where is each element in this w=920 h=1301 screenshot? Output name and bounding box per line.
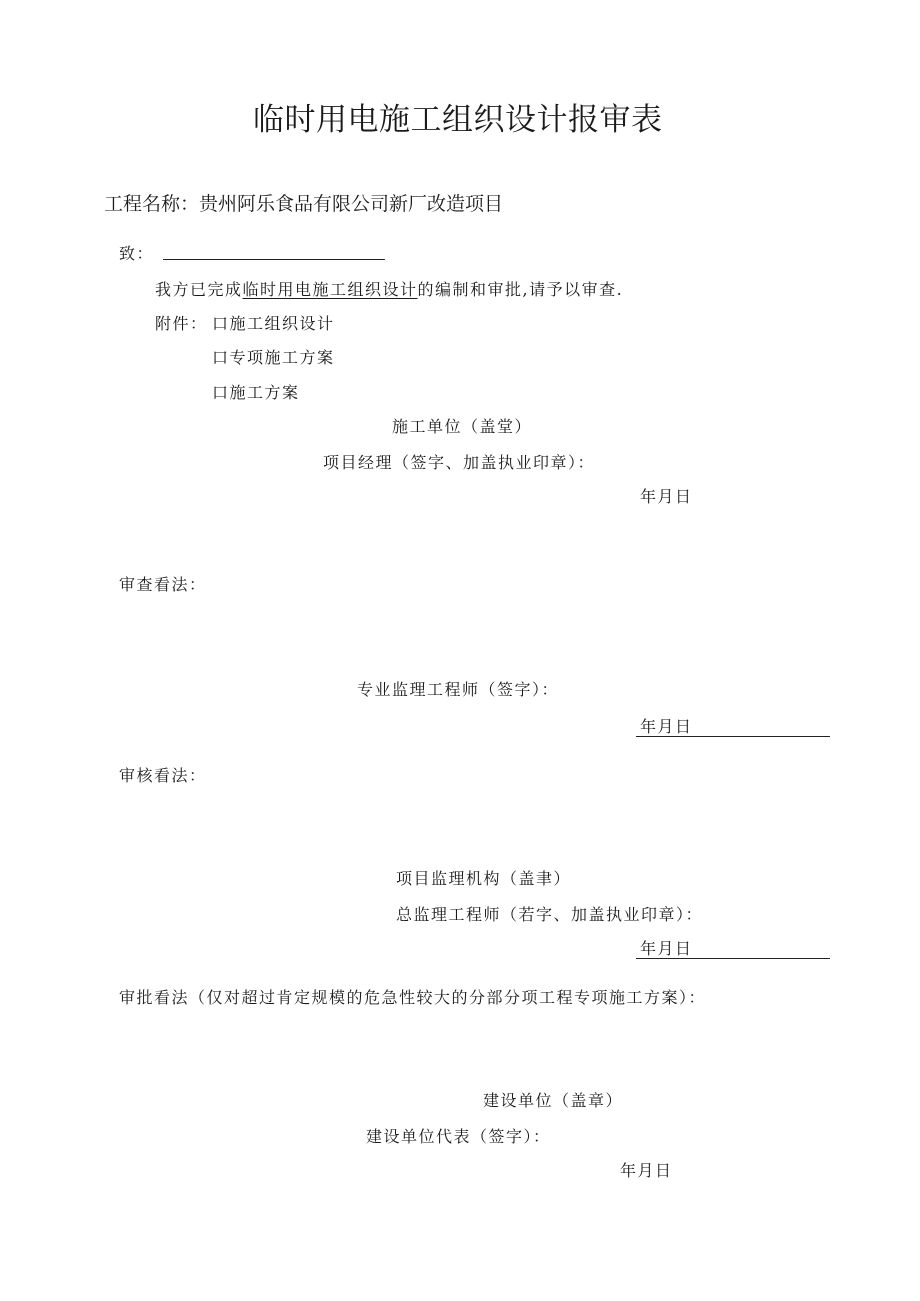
project-manager-signature: 项目经理（签字、加盖执业印章）： — [323, 453, 596, 472]
project-name-row — [104, 189, 503, 216]
to-label: 致： — [119, 244, 155, 263]
attachment-item: 口施工组织设计 — [212, 314, 335, 333]
statement-subject: 临时用电施工组织设计 — [242, 280, 418, 299]
review-date: 年月日 — [640, 717, 693, 736]
attachment-label: 附件： — [155, 314, 208, 333]
project-name-value: 贵州阿乐食品有限公司新厂改造项目 — [199, 193, 504, 215]
attachment-item: 口专项施工方案 — [212, 348, 335, 367]
statement-prefix: 我方已完成 — [155, 280, 243, 299]
contractor-date: 年月日 — [640, 487, 693, 506]
supervising-engineer-signature: 专业监理工程师（签字）： — [357, 680, 560, 699]
to-blank-line — [163, 259, 385, 260]
page-title: 临时用电施工组织设计报审表 — [253, 102, 663, 138]
owner-unit-seal: 建设单位（盖章） — [483, 1091, 624, 1110]
contractor-unit-seal: 施工单位（盖堂） — [392, 417, 533, 436]
chief-engineer-signature: 总监理工程师（若字、加盖执业印章）： — [396, 905, 704, 924]
approval-date: 年月日 — [620, 1161, 673, 1180]
audit-date-line — [636, 958, 830, 959]
project-name-label: 工程名称： — [104, 193, 200, 215]
owner-representative-signature: 建设单位代表（签字）： — [366, 1127, 551, 1146]
approval-opinion-label: 审批看法（仅对超过肯定规模的危急性较大的分部分项工程专项施工方案）： — [119, 988, 707, 1007]
attachment-item: 口施工方案 — [212, 383, 300, 402]
review-opinion-label: 审查看法： — [119, 575, 207, 594]
review-date-line — [636, 736, 830, 737]
statement-text — [155, 277, 623, 300]
statement-suffix: 的编制和审批,请予以审查. — [417, 280, 624, 299]
audit-opinion-label: 审核看法： — [119, 766, 207, 785]
supervision-org-seal: 项目监理机构（盖聿） — [396, 869, 572, 888]
audit-date: 年月日 — [640, 939, 693, 958]
